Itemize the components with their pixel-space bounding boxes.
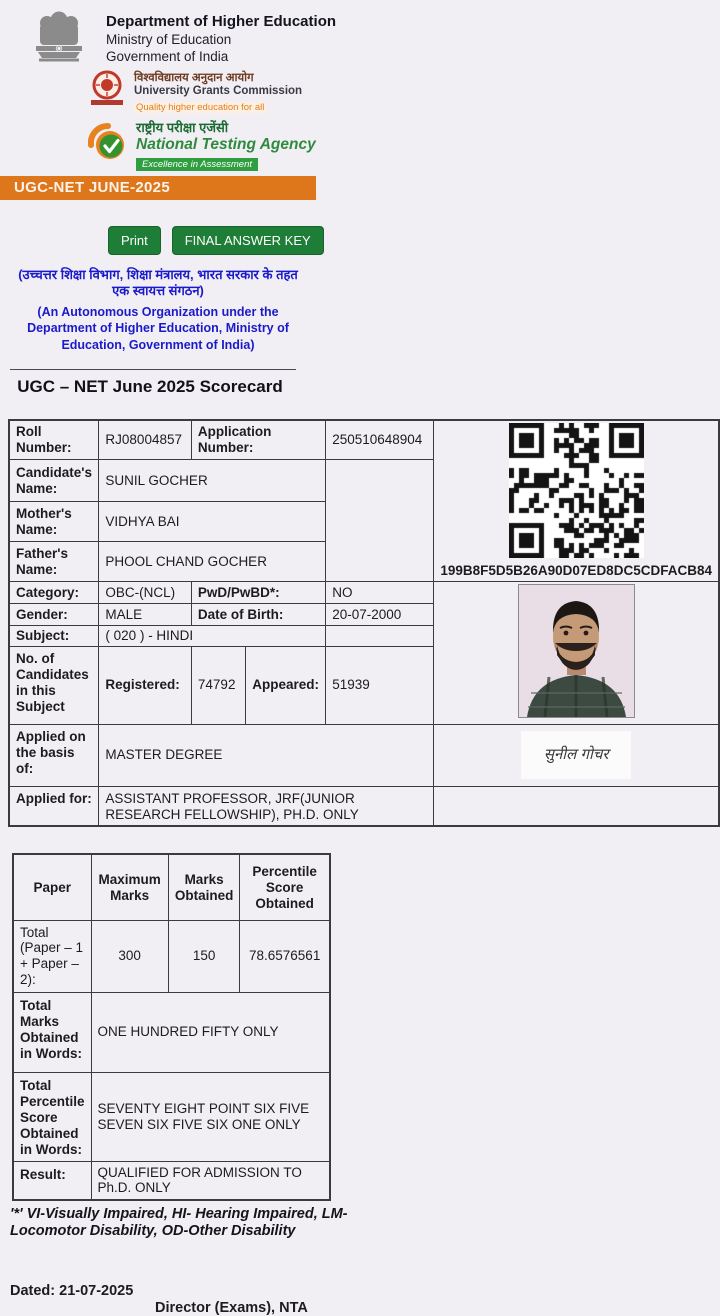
pwd-value: NO	[326, 581, 434, 603]
ugc-tagline: Quality higher education for all	[136, 102, 265, 113]
candidate-photo	[518, 584, 635, 718]
ugc-logo-icon	[88, 69, 126, 116]
marks-words-label: Total Marks Obtained in Words:	[13, 992, 91, 1072]
father-name-value: PHOOL CHAND GOCHER	[99, 542, 326, 582]
result-label: Result:	[13, 1161, 91, 1200]
table-row	[13, 1072, 330, 1161]
percentile-words-label: Total Percentile Score Obtained in Words:	[13, 1072, 91, 1161]
action-buttons	[108, 226, 720, 255]
qr-cell	[434, 420, 719, 581]
total-percentile: 78.6576561	[240, 920, 330, 992]
appeared-value: 51939	[326, 646, 434, 724]
marks-words-value: ONE HUNDRED FIFTY ONLY	[91, 992, 330, 1072]
total-max-marks: 300	[91, 920, 168, 992]
subject-label: Subject:	[9, 625, 99, 646]
org-note-hindi: (उच्चत्तर शिक्षा विभाग, शिक्षा मंत्रालय, भारत सरकार के तहत एक स्वायत्त संगठन)	[18, 267, 298, 299]
signature-cell	[434, 724, 719, 786]
candidate-signature: सुनील गोचर	[521, 731, 631, 779]
empty-cell	[434, 786, 719, 826]
qr-code-text: 199B8F5D5B26A90D07ED8DC5CDFACB84	[440, 563, 712, 579]
qr-code	[509, 423, 644, 558]
print-button[interactable]: Print	[108, 226, 161, 255]
ugc-logo-row	[88, 69, 328, 116]
registered-value: 74792	[191, 646, 245, 724]
divider	[10, 369, 296, 370]
category-value: OBC-(NCL)	[99, 581, 191, 603]
father-name-label: Father's Name:	[9, 542, 99, 582]
mother-name-label: Mother's Name:	[9, 502, 99, 542]
ugc-hindi-name: विश्वविद्यालय अनुदान आयोग	[134, 72, 254, 84]
basis-value: MASTER DEGREE	[99, 724, 434, 786]
registered-label: Registered:	[99, 646, 191, 724]
max-marks-header: Maximum Marks	[91, 854, 168, 920]
nta-logo-icon	[88, 123, 128, 168]
dated-line: Dated: 21-07-2025	[10, 1282, 134, 1299]
roll-number-value: RJ08004857	[99, 420, 191, 460]
government-header	[0, 0, 720, 67]
disability-footnote: '*' VI-Visually Impaired, HI- Hearing Impaired, LM-Locomotor Disability, OD-Other Disability	[10, 1206, 348, 1240]
table-row	[13, 1161, 330, 1200]
candidate-name-label: Candidate's Name:	[9, 460, 99, 502]
gender-value: MALE	[99, 603, 191, 625]
ugc-english-name: University Grants Commission	[134, 85, 303, 97]
application-number-value: 250510648904	[326, 420, 434, 460]
paper-header: Paper	[13, 854, 91, 920]
table-row	[9, 581, 719, 603]
total-marks-obtained: 150	[168, 920, 240, 992]
candidate-info-table	[8, 419, 720, 827]
table-row	[9, 786, 719, 826]
nta-logo-row	[88, 118, 328, 172]
signatory-line: Director (Exams), NTA	[155, 1299, 308, 1316]
table-row	[9, 724, 719, 786]
table-row	[13, 920, 330, 992]
dob-label: Date of Birth:	[191, 603, 325, 625]
subject-value: ( 020 ) - HINDI	[99, 625, 326, 646]
candidate-name-value: SUNIL GOCHER	[99, 460, 326, 502]
applied-for-label: Applied for:	[9, 786, 99, 826]
ministry-line: Ministry of Education	[106, 32, 232, 47]
total-paper-label: Total (Paper – 1 + Paper – 2):	[13, 920, 91, 992]
page-title: UGC – NET June 2025 Scorecard	[17, 377, 283, 397]
exam-banner: UGC-NET JUNE-2025	[0, 176, 316, 200]
photo-cell	[434, 581, 719, 724]
table-row	[9, 420, 719, 460]
nta-tagline: Excellence in Assessment	[136, 158, 258, 171]
applied-for-value: ASSISTANT PROFESSOR, JRF(JUNIOR RESEARCH FELLOWSHIP), PH.D. ONLY	[99, 786, 434, 826]
final-answer-key-button[interactable]: FINAL ANSWER KEY	[172, 226, 324, 255]
org-note-english: (An Autonomous Organization under the Department of Higher Education, Ministry of Education, Government of India)	[27, 304, 289, 353]
result-value: QUALIFIED FOR ADMISSION TO Ph.D. ONLY	[91, 1161, 330, 1200]
marks-table	[12, 853, 331, 1201]
government-line: Government of India	[106, 49, 229, 64]
department-title: Department of Higher Education	[106, 13, 337, 30]
marks-obtained-header: Marks Obtained	[168, 854, 240, 920]
pwd-label: PwD/PwBD*:	[191, 581, 325, 603]
mother-name-value: VIDHYA BAI	[99, 502, 326, 542]
nta-hindi-name: राष्ट्रीय परीक्षा एजेंसी	[136, 120, 229, 135]
num-candidates-label: No. of Candidates in this Subject	[9, 646, 99, 724]
table-row	[13, 854, 330, 920]
nta-english-name: National Testing Agency	[136, 136, 316, 153]
table-row	[13, 992, 330, 1072]
dob-value: 20-07-2000	[326, 603, 434, 625]
category-label: Category:	[9, 581, 99, 603]
agency-logos	[88, 69, 328, 172]
gender-label: Gender:	[9, 603, 99, 625]
application-number-label: Application Number:	[191, 420, 325, 460]
percentile-header: Percentile Score Obtained	[240, 854, 330, 920]
percentile-words-value: SEVENTY EIGHT POINT SIX FIVE SEVEN SIX FIVE SIX ONE ONLY	[91, 1072, 330, 1161]
basis-label: Applied on the basis of:	[9, 724, 99, 786]
india-emblem-icon	[26, 10, 92, 67]
roll-number-label: Roll Number:	[9, 420, 99, 460]
appeared-label: Appeared:	[246, 646, 326, 724]
